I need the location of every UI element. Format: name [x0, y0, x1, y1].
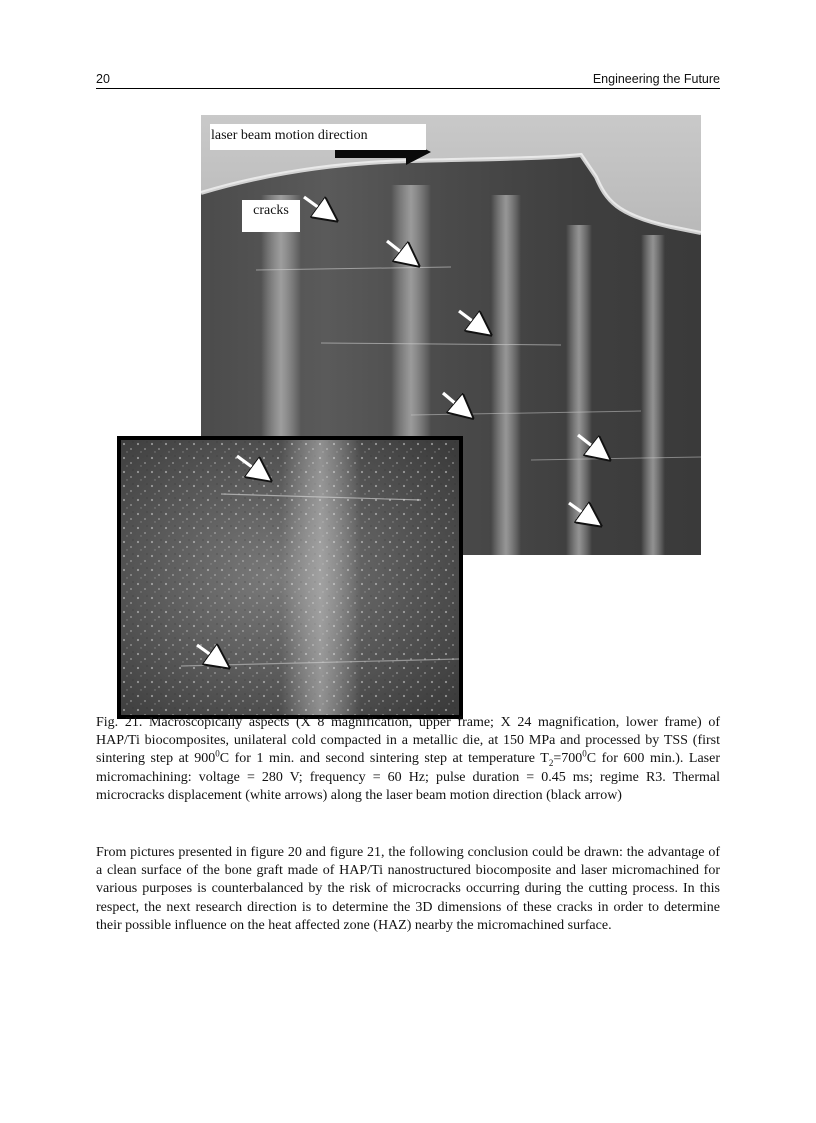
- running-title: Engineering the Future: [592, 72, 720, 86]
- caption-sup-2: 0: [582, 748, 587, 759]
- cracks-label: cracks: [242, 200, 300, 232]
- running-header: [96, 72, 720, 89]
- caption-part-3: =700: [553, 751, 583, 767]
- lower-micrograph: [117, 436, 463, 719]
- caption-sup-1: 0: [215, 748, 220, 759]
- caption-part-4: C for 600 min.). Laser micromachining: voltage = 280 V; frequency = 60 Hz; pulse duration = 0.45 ms; regime R3. Thermal microcracks displacement (white arrows) along the laser beam motion direction (black arrow): [96, 751, 721, 803]
- lower-micrograph-image: [121, 440, 459, 715]
- figure-caption: [96, 714, 720, 805]
- page-number: 20: [96, 72, 110, 86]
- caption-part-2: C for 1 min. and second sintering step at temperature T: [219, 751, 549, 767]
- caption-part-1: Fig. 21. Macroscopically aspects (X 8 magnification, upper frame; X 24 magnification, lower frame) of HAP/Ti biocomposites, unilateral cold compacted in a metallic die, at 150 MPa and processed by TSS (first sintering step at 900: [96, 715, 720, 767]
- figure-21: [117, 115, 702, 713]
- laser-motion-label: laser beam motion direction: [210, 124, 426, 150]
- body-paragraph: From pictures presented in figure 20 and figure 21, the following conclusion could be drawn: the advantage of a clean surface of the bone graft made of HAP/Ti nanostructured biocomposite and laser micromachined for various purposes is counterbalanced by the risk of microcracks occurring during the cutting process. In this respect, the next research direction is to determine the 3D dimensions of these cracks in order to determine their possible influence on the heat affected zone (HAZ) nearby the micromachined surface.: [96, 845, 720, 933]
- caption-sub-1: 2: [548, 758, 554, 769]
